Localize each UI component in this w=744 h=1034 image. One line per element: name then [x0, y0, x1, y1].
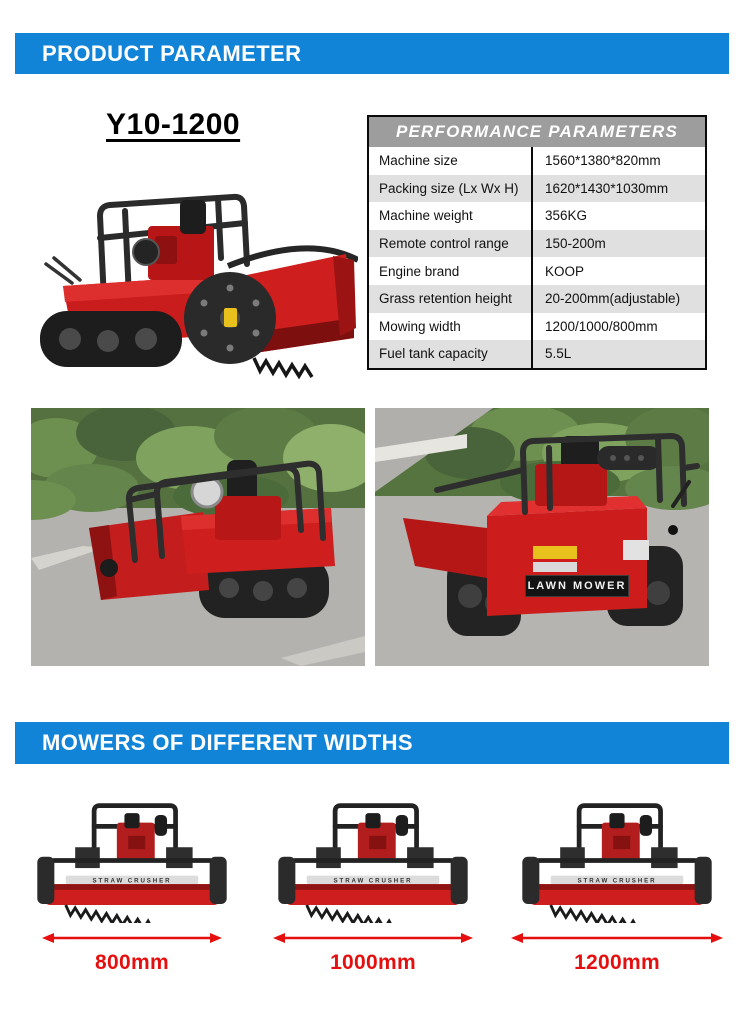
mower-front-illustration — [37, 798, 227, 923]
deck-label: STRAW CRUSHER — [333, 877, 413, 885]
spec-value: 1560*1380*820mm — [545, 153, 661, 169]
spec-label: Grass retention height — [369, 285, 533, 313]
spec-row — [369, 313, 705, 341]
spec-label: Mowing width — [369, 313, 533, 341]
spec-value: 1200/1000/800mm — [545, 318, 658, 334]
width-variant-800 — [37, 798, 227, 975]
spec-row — [369, 175, 705, 203]
width-arrow — [42, 931, 222, 945]
photo-rear-view — [375, 408, 709, 666]
hero-product-image — [28, 168, 358, 398]
width-arrow — [273, 931, 473, 945]
spec-label: Machine weight — [369, 202, 533, 230]
width-label: 1000mm — [330, 951, 416, 974]
product-parameter-banner — [15, 33, 729, 74]
spec-value: 20-200mm(adjustable) — [545, 291, 681, 307]
spec-value: 5.5L — [545, 346, 572, 362]
width-arrow — [511, 931, 723, 945]
spec-value: 150-200m — [545, 236, 606, 252]
spec-value: 356KG — [545, 208, 588, 224]
spec-label: Fuel tank capacity — [369, 340, 533, 368]
spec-label: Remote control range — [369, 230, 533, 258]
lawn-mower-plate: LAWN MOWER — [525, 575, 629, 597]
photo-side-view — [31, 408, 365, 666]
spec-label: Engine brand — [369, 257, 533, 285]
spec-value: 1620*1430*1030mm — [545, 180, 669, 196]
product-parameter-banner-title: PRODUCT PARAMETER — [42, 40, 302, 66]
spec-label: Machine size — [369, 147, 533, 175]
spec-table — [367, 115, 707, 370]
spec-row — [369, 340, 705, 368]
spec-table-header: PERFORMANCE PARAMETERS — [369, 117, 705, 147]
width-label: 1200mm — [574, 951, 660, 974]
deck-label: STRAW CRUSHER — [92, 877, 172, 885]
deck-label: STRAW CRUSHER — [577, 877, 657, 885]
model-title: Y10-1200 — [106, 108, 241, 141]
spec-label: Packing size (Lx Wx H) — [369, 175, 533, 203]
spec-row — [369, 147, 705, 175]
spec-row — [369, 257, 705, 285]
spec-value: KOOP — [545, 263, 585, 279]
width-variant-1000 — [272, 798, 474, 975]
spec-row — [369, 202, 705, 230]
spec-table-rows — [369, 147, 705, 368]
different-widths-banner-title: MOWERS OF DIFFERENT WIDTHS — [42, 730, 413, 755]
spec-row — [369, 285, 705, 313]
width-variant-1200 — [514, 798, 720, 975]
spec-row — [369, 230, 705, 258]
different-widths-banner — [15, 722, 729, 764]
width-label: 800mm — [95, 951, 169, 974]
mower-front-illustration — [275, 798, 471, 923]
mower-front-illustration — [517, 798, 717, 923]
